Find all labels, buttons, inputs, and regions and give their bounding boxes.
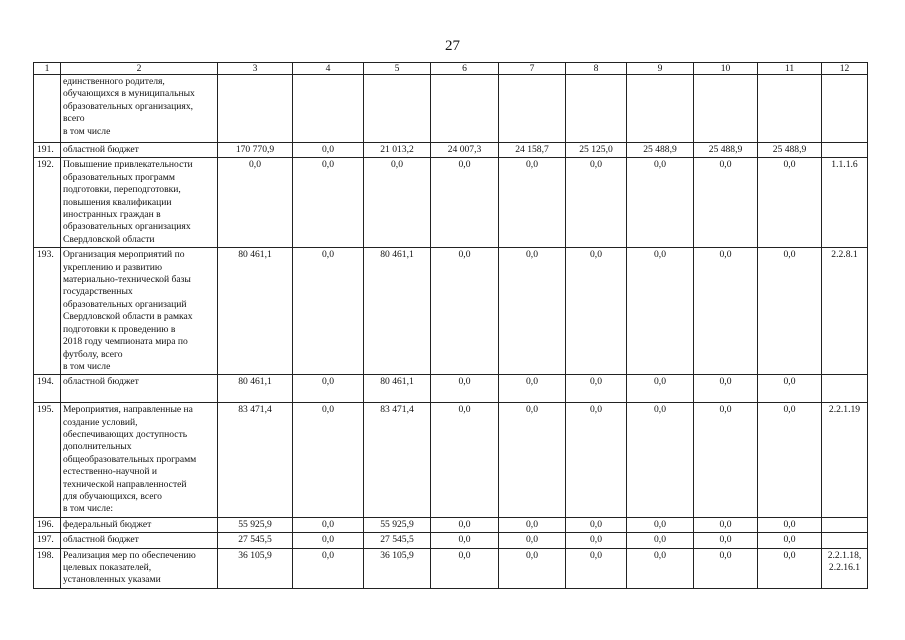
value-cell: 24 158,7 <box>499 143 566 158</box>
value-cell: 0,0 <box>694 517 758 532</box>
value-cell: 0,0 <box>499 517 566 532</box>
value-cell: 0,0 <box>431 375 499 403</box>
row-number: 193. <box>34 248 61 375</box>
header-cell: 4 <box>293 63 364 75</box>
header-cell: 3 <box>218 63 293 75</box>
value-cell: 0,0 <box>627 533 694 548</box>
row-name <box>61 517 218 532</box>
page-number: 27 <box>445 38 460 54</box>
name-line: естественно-научной и <box>63 466 158 478</box>
value-cell: 0,0 <box>293 533 364 548</box>
value-cell: 25 488,9 <box>627 143 694 158</box>
row-number: 191. <box>34 143 61 158</box>
value-cell: 24 007,3 <box>431 143 499 158</box>
name-line <box>63 389 215 401</box>
value-cell: 0,0 <box>694 403 758 518</box>
header-cell: 8 <box>566 63 627 75</box>
value-cell: 0,0 <box>758 548 822 588</box>
value-cell: 0,0 <box>758 533 822 548</box>
target-code <box>822 403 868 518</box>
header-cell: 7 <box>499 63 566 75</box>
name-line: в том числе <box>63 360 111 372</box>
row-number: 194. <box>34 375 61 403</box>
value-cell: 80 461,1 <box>364 248 431 375</box>
row-name <box>61 248 218 375</box>
value-cell: 0,0 <box>694 248 758 375</box>
name-line: установленных указами <box>63 574 161 586</box>
target-code <box>822 143 868 158</box>
name-line: иностранных граждан в <box>63 209 161 221</box>
value-cell <box>218 75 293 143</box>
value-cell <box>627 75 694 143</box>
value-cell: 0,0 <box>499 548 566 588</box>
value-cell: 0,0 <box>293 143 364 158</box>
value-cell: 0,0 <box>627 548 694 588</box>
name-line: подготовки, переподготовки, <box>63 184 181 196</box>
value-cell <box>758 75 822 143</box>
value-cell: 0,0 <box>694 375 758 403</box>
name-line: повышения квалификации <box>63 196 172 208</box>
value-cell: 0,0 <box>758 248 822 375</box>
value-cell: 0,0 <box>431 403 499 518</box>
value-cell <box>499 75 566 143</box>
value-cell: 0,0 <box>293 548 364 588</box>
value-cell: 0,0 <box>218 158 293 248</box>
value-cell: 0,0 <box>566 158 627 248</box>
row-name <box>61 158 218 248</box>
target-code <box>822 517 868 532</box>
name-line: обеспечивающих доступность <box>63 428 188 440</box>
name-line: образовательных организаций <box>63 298 187 310</box>
header-cell: 5 <box>364 63 431 75</box>
name-line: областной бюджет <box>63 534 139 546</box>
header-cell: 6 <box>431 63 499 75</box>
value-cell: 0,0 <box>627 375 694 403</box>
header-cell: 1 <box>34 63 61 75</box>
name-line: государственных <box>63 286 133 298</box>
value-cell: 36 105,9 <box>364 548 431 588</box>
code-line: 1.1.1.6 <box>831 159 858 171</box>
value-cell <box>694 75 758 143</box>
header-cell: 9 <box>627 63 694 75</box>
target-code <box>822 248 868 375</box>
name-line: дополнительных <box>63 441 132 453</box>
name-line: Свердловской области <box>63 233 155 245</box>
value-cell: 25 488,9 <box>694 143 758 158</box>
value-cell: 0,0 <box>293 517 364 532</box>
value-cell: 80 461,1 <box>218 248 293 375</box>
name-line: укреплению и развитию <box>63 261 163 273</box>
table-row <box>34 143 868 158</box>
target-code <box>822 75 868 143</box>
value-cell: 83 471,4 <box>218 403 293 518</box>
name-line: Организация мероприятий по <box>63 249 185 261</box>
name-line: Свердловской области в рамках <box>63 311 193 323</box>
name-line: в том числе: <box>63 503 114 515</box>
target-code <box>822 375 868 403</box>
value-cell: 0,0 <box>293 248 364 375</box>
value-cell: 55 925,9 <box>218 517 293 532</box>
name-line: 2018 году чемпионата мира по <box>63 336 188 348</box>
value-cell: 25 125,0 <box>566 143 627 158</box>
value-cell: 0,0 <box>627 158 694 248</box>
row-number <box>34 75 61 143</box>
value-cell: 0,0 <box>431 517 499 532</box>
value-cell: 0,0 <box>566 533 627 548</box>
value-cell: 0,0 <box>364 158 431 248</box>
value-cell: 0,0 <box>431 548 499 588</box>
value-cell: 55 925,9 <box>364 517 431 532</box>
name-line: материально-технической базы <box>63 274 191 286</box>
value-cell: 0,0 <box>627 248 694 375</box>
value-cell: 0,0 <box>566 517 627 532</box>
name-line: Мероприятия, направленные на <box>63 404 193 416</box>
value-cell: 25 488,9 <box>758 143 822 158</box>
value-cell: 0,0 <box>566 248 627 375</box>
budget-table <box>33 62 868 589</box>
value-cell: 0,0 <box>499 248 566 375</box>
value-cell: 170 770,9 <box>218 143 293 158</box>
value-cell: 0,0 <box>694 158 758 248</box>
name-line: создание условий, <box>63 416 138 428</box>
value-cell: 0,0 <box>758 375 822 403</box>
value-cell: 80 461,1 <box>218 375 293 403</box>
value-cell: 0,0 <box>293 403 364 518</box>
row-name <box>61 403 218 518</box>
value-cell: 80 461,1 <box>364 375 431 403</box>
value-cell: 0,0 <box>758 517 822 532</box>
value-cell: 27 545,5 <box>218 533 293 548</box>
table-row <box>34 517 868 532</box>
header-cell: 11 <box>758 63 822 75</box>
value-cell <box>566 75 627 143</box>
value-cell <box>431 75 499 143</box>
name-line: для обучающихся, всего <box>63 490 162 502</box>
value-cell: 0,0 <box>566 375 627 403</box>
value-cell: 0,0 <box>293 158 364 248</box>
code-line: 2.2.8.1 <box>831 249 858 261</box>
table-row <box>34 158 868 248</box>
row-name <box>61 375 218 403</box>
row-name <box>61 75 218 143</box>
value-cell: 0,0 <box>694 548 758 588</box>
value-cell: 27 545,5 <box>364 533 431 548</box>
target-code <box>822 158 868 248</box>
value-cell: 0,0 <box>694 533 758 548</box>
name-line: всего <box>63 113 85 125</box>
row-number: 195. <box>34 403 61 518</box>
row-name <box>61 548 218 588</box>
value-cell: 0,0 <box>758 158 822 248</box>
target-code <box>822 548 868 588</box>
value-cell: 0,0 <box>499 533 566 548</box>
row-number: 198. <box>34 548 61 588</box>
value-cell: 0,0 <box>566 403 627 518</box>
row-number: 196. <box>34 517 61 532</box>
table-row <box>34 248 868 375</box>
value-cell: 0,0 <box>566 548 627 588</box>
value-cell: 36 105,9 <box>218 548 293 588</box>
value-cell: 0,0 <box>499 403 566 518</box>
row-number: 197. <box>34 533 61 548</box>
value-cell: 0,0 <box>627 403 694 518</box>
name-line: образовательных организациях <box>63 221 191 233</box>
value-cell: 0,0 <box>499 158 566 248</box>
table-row <box>34 533 868 548</box>
code-line: 2.2.16.1 <box>828 562 861 573</box>
name-line: технической направленностей <box>63 478 187 490</box>
header-row <box>34 63 868 75</box>
header-cell: 2 <box>61 63 218 75</box>
value-cell: 0,0 <box>293 375 364 403</box>
name-line: футболу, всего <box>63 348 123 360</box>
row-name <box>61 533 218 548</box>
name-line: образовательных организациях, <box>63 100 194 112</box>
value-cell: 0,0 <box>758 403 822 518</box>
name-line: областной бюджет <box>63 376 139 388</box>
value-cell: 21 013,2 <box>364 143 431 158</box>
value-cell: 0,0 <box>499 375 566 403</box>
table-row <box>34 403 868 518</box>
name-line: общеобразовательных программ <box>63 453 197 465</box>
name-line: подготовки к проведению в <box>63 323 176 335</box>
name-line: обучающихся в муниципальных <box>63 88 195 100</box>
name-line: федеральный бюджет <box>63 518 152 530</box>
value-cell: 0,0 <box>431 158 499 248</box>
value-cell <box>293 75 364 143</box>
target-code <box>822 533 868 548</box>
row-number: 192. <box>34 158 61 248</box>
name-line: единственного родителя, <box>63 76 165 87</box>
value-cell: 0,0 <box>431 533 499 548</box>
header-cell: 12 <box>822 63 868 75</box>
value-cell: 0,0 <box>627 517 694 532</box>
name-line: целевых показателей, <box>63 562 152 573</box>
name-line: Реализация мер по обеспечению <box>63 549 196 561</box>
name-line: образовательных программ <box>63 171 175 183</box>
table-row <box>34 75 868 143</box>
table-row <box>34 375 868 403</box>
code-line: 2.2.1.18, <box>827 549 862 561</box>
value-cell: 0,0 <box>431 248 499 375</box>
name-line: областной бюджет <box>63 144 139 155</box>
name-line: Повышение привлекательности <box>63 159 193 171</box>
value-cell <box>364 75 431 143</box>
value-cell: 83 471,4 <box>364 403 431 518</box>
row-name <box>61 143 218 158</box>
name-line: в том числе <box>63 125 111 137</box>
code-line: 2.2.1.19 <box>828 404 861 416</box>
table-row <box>34 548 868 588</box>
header-cell: 10 <box>694 63 758 75</box>
